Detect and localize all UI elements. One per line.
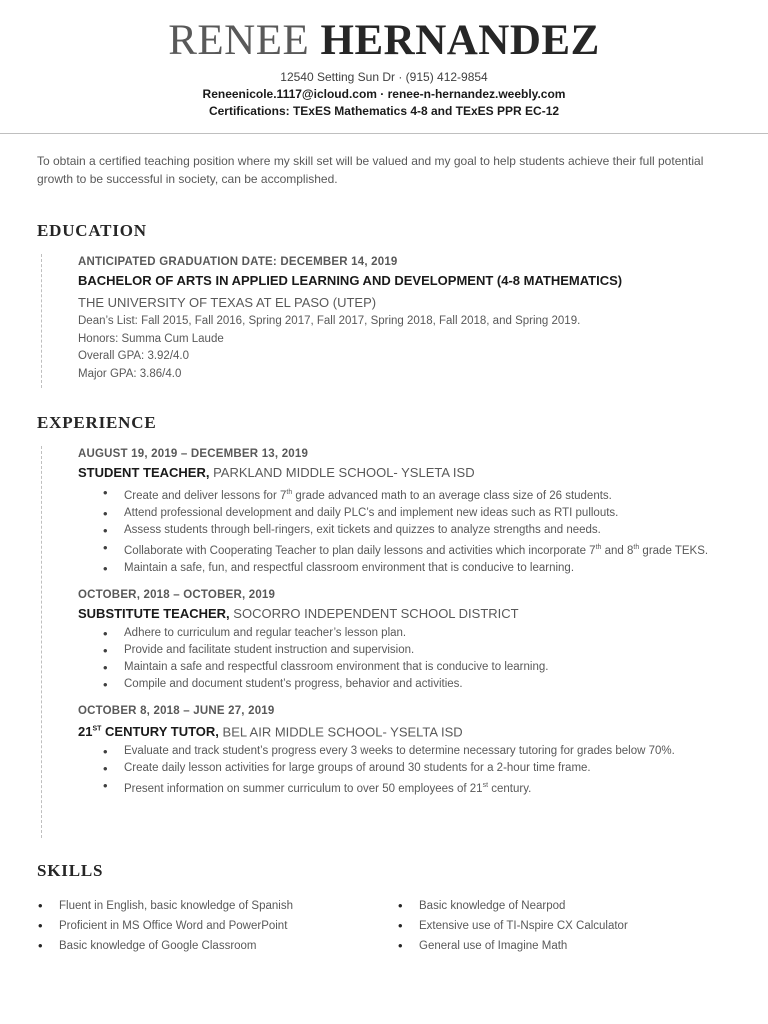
certifications: Certifications: TExES Mathematics 4-8 and TExES PPR EC-12 — [208, 104, 560, 118]
duty-item: • Evaluate and track student’s progress every 3 weeks to determine necessary tutoring for grades below 70%. — [124, 743, 708, 760]
job-entry — [78, 587, 708, 693]
skills-column-left — [37, 896, 397, 956]
duty-item: • Provide and facilitate student instruction and supervision. — [124, 642, 708, 659]
duty-item: • Maintain a safe, fun, and respectful classroom environment that is conducive to learning. — [124, 560, 708, 577]
duty-item: • Compile and document student’s progress, behavior and activities. — [124, 676, 708, 693]
duty-item: • Create daily lesson activities for large groups of around 30 students for a 2-hour time frame. — [124, 760, 708, 777]
duty-item: • Adhere to curriculum and regular teacher’s lesson plan. — [124, 625, 708, 642]
graduation-date: ANTICIPATED GRADUATION DATE: DECEMBER 14, 2019 — [78, 256, 398, 268]
experience-heading: EXPERIENCE — [37, 413, 157, 432]
skill-item: • General use of Imagine Math — [419, 936, 757, 956]
duty-item: • Assess students through bell-ringers, exit tickets and quizzes to analyze strengths and needs. — [124, 522, 708, 539]
email-website[interactable]: Reneenicole.1117@icloud.com · renee-n-hernandez.weebly.com — [202, 87, 566, 101]
job-date: OCTOBER 8, 2018 – JUNE 27, 2019 — [78, 704, 275, 717]
job-entry — [78, 446, 708, 577]
education-block — [41, 254, 622, 388]
major-gpa: Major GPA: 3.86/4.0 — [78, 367, 182, 380]
skills-column-right — [397, 896, 757, 956]
full-name — [0, 18, 768, 64]
job-title: STUDENT TEACHER, PARKLAND MIDDLE SCHOOL- YSLETA ISD — [78, 465, 475, 480]
first-name: RENEE — [168, 17, 310, 64]
experience-block — [41, 446, 708, 838]
last-name: HERNANDEZ — [320, 17, 600, 64]
honors: Honors: Summa Cum Laude — [78, 332, 224, 345]
resume-header — [0, 0, 768, 120]
duty-item: • Present information on summer curriculum to over 50 employees of 21st century. — [124, 777, 708, 798]
skill-item: • Proficient in MS Office Word and PowerPoint — [59, 916, 397, 936]
duty-item: • Collaborate with Cooperating Teacher to plan daily lessons and activities which incorporate 7th and 8th grade TEKS. — [124, 539, 708, 560]
job-duties — [78, 484, 708, 577]
duty-item: • Attend professional development and daily PLC’s and implement new ideas such as RTI pullouts. — [124, 505, 708, 522]
skills-heading: SKILLS — [37, 861, 104, 880]
degree: BACHELOR OF ARTS IN APPLIED LEARNING AND DEVELOPMENT (4-8 MATHEMATICS) — [78, 273, 623, 288]
job-entry — [78, 703, 708, 798]
job-date: OCTOBER, 2018 – OCTOBER, 2019 — [78, 588, 276, 601]
header-divider — [0, 133, 768, 134]
skill-item: • Basic knowledge of Google Classroom — [59, 936, 397, 956]
duty-item: • Create and deliver lessons for 7th grade advanced math to an average class size of 26 students. — [124, 484, 708, 505]
job-title: SUBSTITUTE TEACHER, SOCORRO INDEPENDENT SCHOOL DISTRICT — [78, 605, 519, 621]
skill-item: • Fluent in English, basic knowledge of Spanish — [59, 896, 397, 916]
duty-item: • Maintain a safe and respectful classroom environment that is conducive to learning. — [124, 659, 708, 676]
objective-statement: To obtain a certified teaching position where my skill set will be valued and my goal to help students achieve their full potential growth to be successful in society, can be accomplished. — [37, 154, 704, 186]
job-title: 21ST CENTURY TUTOR, BEL AIR MIDDLE SCHOOL- YSELTA ISD — [78, 723, 463, 739]
education-heading: EDUCATION — [37, 221, 147, 240]
school-name: THE UNIVERSITY OF TEXAS AT EL PASO (UTEP) — [78, 295, 377, 310]
job-duties — [78, 625, 708, 693]
skills-list — [37, 896, 757, 956]
job-duties — [78, 743, 708, 798]
address-phone: 12540 Setting Sun Dr · (915) 412-9854 — [280, 70, 488, 84]
deans-list: Dean’s List: Fall 2015, Fall 2016, Spring 2017, Fall 2017, Spring 2018, Fall 2018, and Spring 2019. — [78, 315, 581, 327]
job-date: AUGUST 19, 2019 – DECEMBER 13, 2019 — [78, 448, 309, 460]
skill-item: • Basic knowledge of Nearpod — [419, 896, 757, 916]
overall-gpa: Overall GPA: 3.92/4.0 — [78, 350, 190, 362]
skill-item: • Extensive use of TI-Nspire CX Calculator — [419, 916, 757, 936]
